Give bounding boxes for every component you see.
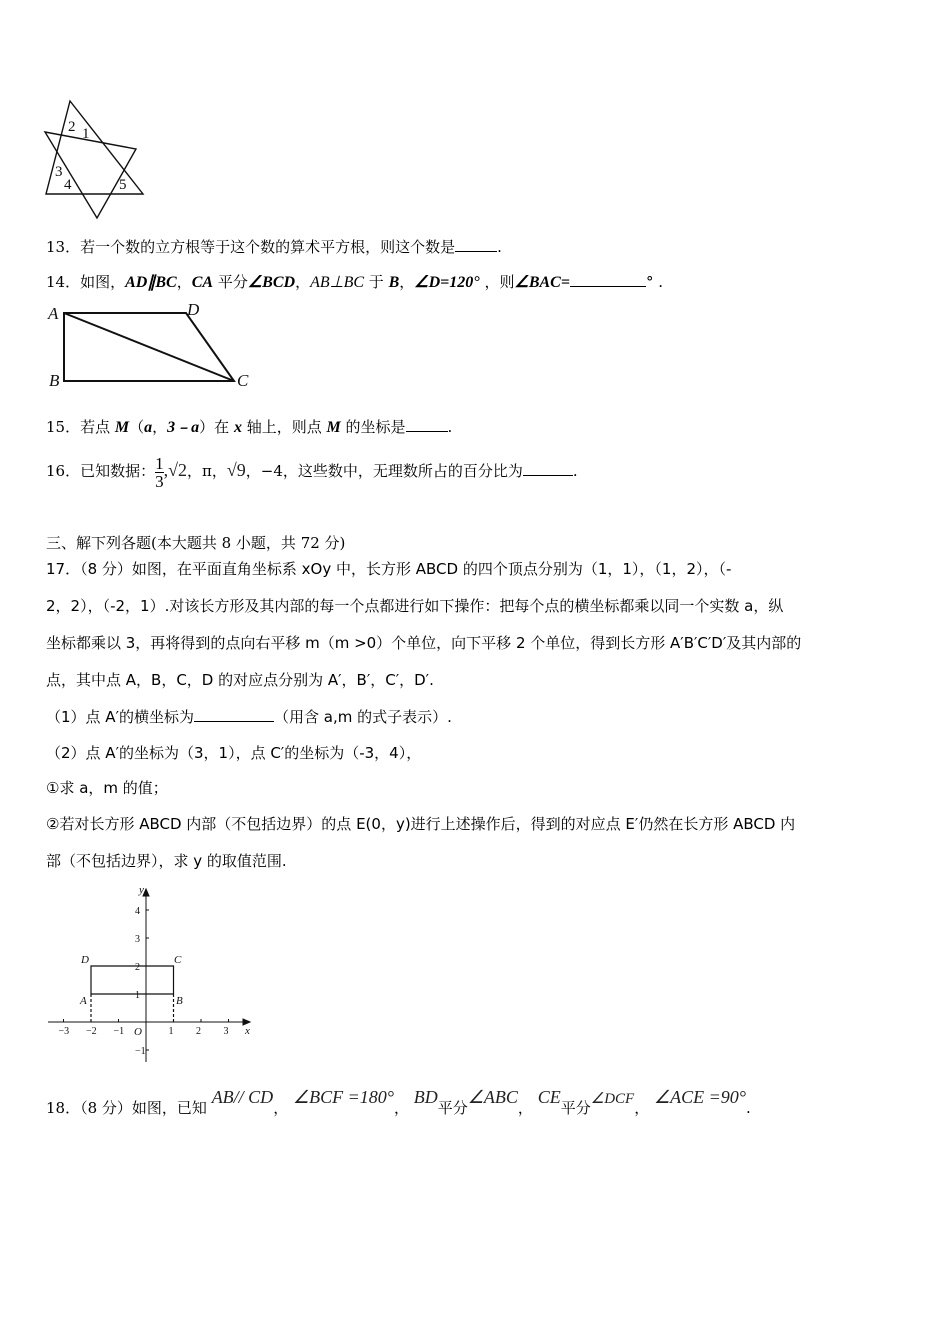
graph-point-d: D [81,954,89,966]
q17-part-1 [46,706,452,727]
q16-frac-num: 1 [155,453,164,473]
q15-open: （ [129,418,145,436]
q16-pre: 已知数据： [80,462,156,480]
q14-label-d: D [187,300,200,319]
q17-line-3: 坐标都乘以 3，再将得到的点向右平移 m（m >0）个单位，向下平移 2 个单位，得到长方形 A′B′C′D′及其内部的 [46,634,802,652]
q16-number: 16． [46,462,81,480]
q12-label-2: 2 [68,119,76,135]
q12-label-5: 5 [119,177,127,193]
q15-a: a [144,419,153,436]
q18-m4: ∠ABC [467,1087,518,1107]
q15-answer-blank [406,417,448,432]
q17-sub-1: ①求 a，m 的值； [46,779,168,797]
q18-m2: ∠BCF =180° [292,1087,394,1107]
q17-coordinate-graph [40,884,260,1066]
question-14 [46,271,663,292]
q15-expr: 3﹣a [167,419,200,436]
graph-origin: O [134,1026,142,1038]
q17-part-2: （2）点 A′的坐标为（3，1），点 C′的坐标为（-3，4）， [46,744,422,762]
q14-angle-bcd: ∠BCD [247,274,296,291]
q14-label-c: C [237,371,249,390]
q12-label-1: 1 [82,126,90,142]
q13-end: . [497,238,502,256]
q15-number: 15． [46,418,81,436]
q15-m: M [114,419,130,436]
q15-on: 在 [214,418,234,436]
question-15 [46,414,452,437]
x-tick-label: −3 [58,1026,70,1037]
q14-label-a: A [48,304,59,323]
q15-m2: M [326,419,341,436]
q15-axis: 轴上，则点 [241,418,327,436]
q15-x: x [233,419,242,436]
q17-line-4: 点，其中点 A，B，C，D 的对应点分别为 A′，B′，C′，D′. [46,671,434,689]
q16-pi: ，π， [187,462,227,480]
q14-ad-bc: AD∥BC [125,274,177,291]
rectangle-abcd [91,966,174,994]
q16-answer-blank [523,461,573,476]
y-tick-label: 2 [135,962,140,973]
q14-diagonal-ac [64,313,234,381]
y-tick-label: 3 [135,934,140,945]
q16-sqrt2: ,√2 [163,460,187,480]
x-tick-label: −2 [86,1026,97,1037]
y-tick-label: −1 [135,1046,146,1057]
q16-end: . [572,462,578,480]
q14-ca: CA [191,274,214,291]
q14-figure [44,298,256,394]
q18-s1: ， [273,1099,289,1117]
y-axis-arrow [143,889,149,896]
q17-sub-2-line-1: ②若对长方形 ABCD 内部（不包括边界）的点 E(0，y)进行上述操作后，得到的对应点 E′仍然在长方形 ABCD 内 [46,815,796,833]
q14-end: . [653,273,663,291]
graph-x-label: x [245,1025,250,1037]
q18-end: . [745,1099,751,1117]
x-tick-label: −1 [113,1026,125,1037]
q17-part1-pre: （1）点 A′的横坐标为 [46,708,194,726]
q16-sqrt9: √9 [226,460,246,480]
q15-close: ） [199,418,215,436]
q18-s4: ， [634,1099,650,1117]
q12-label-4: 4 [64,177,72,193]
q16-rest: ，−4，这些数中，无理数所占的百分比为 [245,462,523,480]
q15-comma: ， [152,418,168,436]
q18-m5: CE [537,1087,561,1107]
q17-sub-2-line-2: 部（不包括边界），求 y 的取值范围. [46,852,287,870]
q16-frac-den: 3 [155,471,164,491]
q15-pre: 若点 [80,418,115,436]
q14-ab-perp: AB⊥BC [310,274,365,291]
y-tick-label: 1 [135,990,140,1001]
q18-t5: 平分 [560,1099,591,1117]
q17-part1-blank [194,707,274,722]
q16-fraction [155,455,164,490]
q18-m3: BD [413,1087,438,1107]
graph-point-a: A [80,995,87,1007]
graph-y-label: y [139,884,144,896]
q14-sep2: ， [295,273,311,291]
q14-bisect: 平分 [213,273,248,291]
x-tick-label: 2 [196,1026,201,1037]
q14-deg: ° [645,273,654,291]
y-tick-label: 4 [135,906,140,917]
q18-t3: 平分 [437,1099,468,1117]
q14-pre: 如图， [80,273,126,291]
q14-label-b: B [49,371,60,390]
q18-m7: ∠ACE =90° [654,1087,746,1107]
question-18 [46,1087,751,1124]
q18-s2: ， [393,1099,409,1117]
x-tick-label: 1 [168,1026,174,1037]
graph-point-b: B [176,995,183,1007]
q14-number: 14． [46,273,81,291]
q18-number: 18．（8 分）如图，已知 [46,1099,207,1117]
graph-point-c: C [174,954,182,966]
q14-angle-bac: ∠BAC= [514,274,570,291]
q12-figure [40,96,152,224]
q14-then: ，则 [479,273,515,291]
q14-at: 于 [364,273,389,291]
q17-part1-post: （用含 a,m 的式子表示）. [273,708,452,726]
q18-s3: ， [517,1099,533,1117]
question-13 [46,236,502,257]
q14-answer-blank [570,272,646,287]
q13-answer-blank [455,237,497,252]
q18-m1: AB// CD [211,1087,274,1107]
q14-sep1: ， [176,273,192,291]
q15-end: . [447,418,453,436]
q17-line-1: 17．（8 分）如图，在平面直角坐标系 xOy 中，长方形 ABCD 的四个顶点分别为（1，1），（1，2），（- [46,560,732,578]
q14-sep3: ， [399,273,415,291]
q17-line-2: 2，2），（-2，1）.对该长方形及其内部的每一个点都进行如下操作：把每个点的横坐标都乘以同一个实数 a，纵 [46,597,784,615]
q13-number: 13． [46,238,81,256]
section-3-title: 三、解下列各题(本大题共 8 小题，共 72 分) [46,534,346,552]
q13-text: 若一个数的立方根等于这个数的算术平方根，则这个数是 [80,238,456,256]
question-16 [46,450,578,490]
q18-m6: ∠DCF [590,1091,635,1107]
x-tick-label: 3 [223,1026,229,1037]
q14-b: B [388,274,400,291]
q14-angle-d: ∠D=120° [414,274,480,291]
q15-coord-text: 的坐标是 [340,418,406,436]
q12-label-3: 3 [55,164,63,180]
